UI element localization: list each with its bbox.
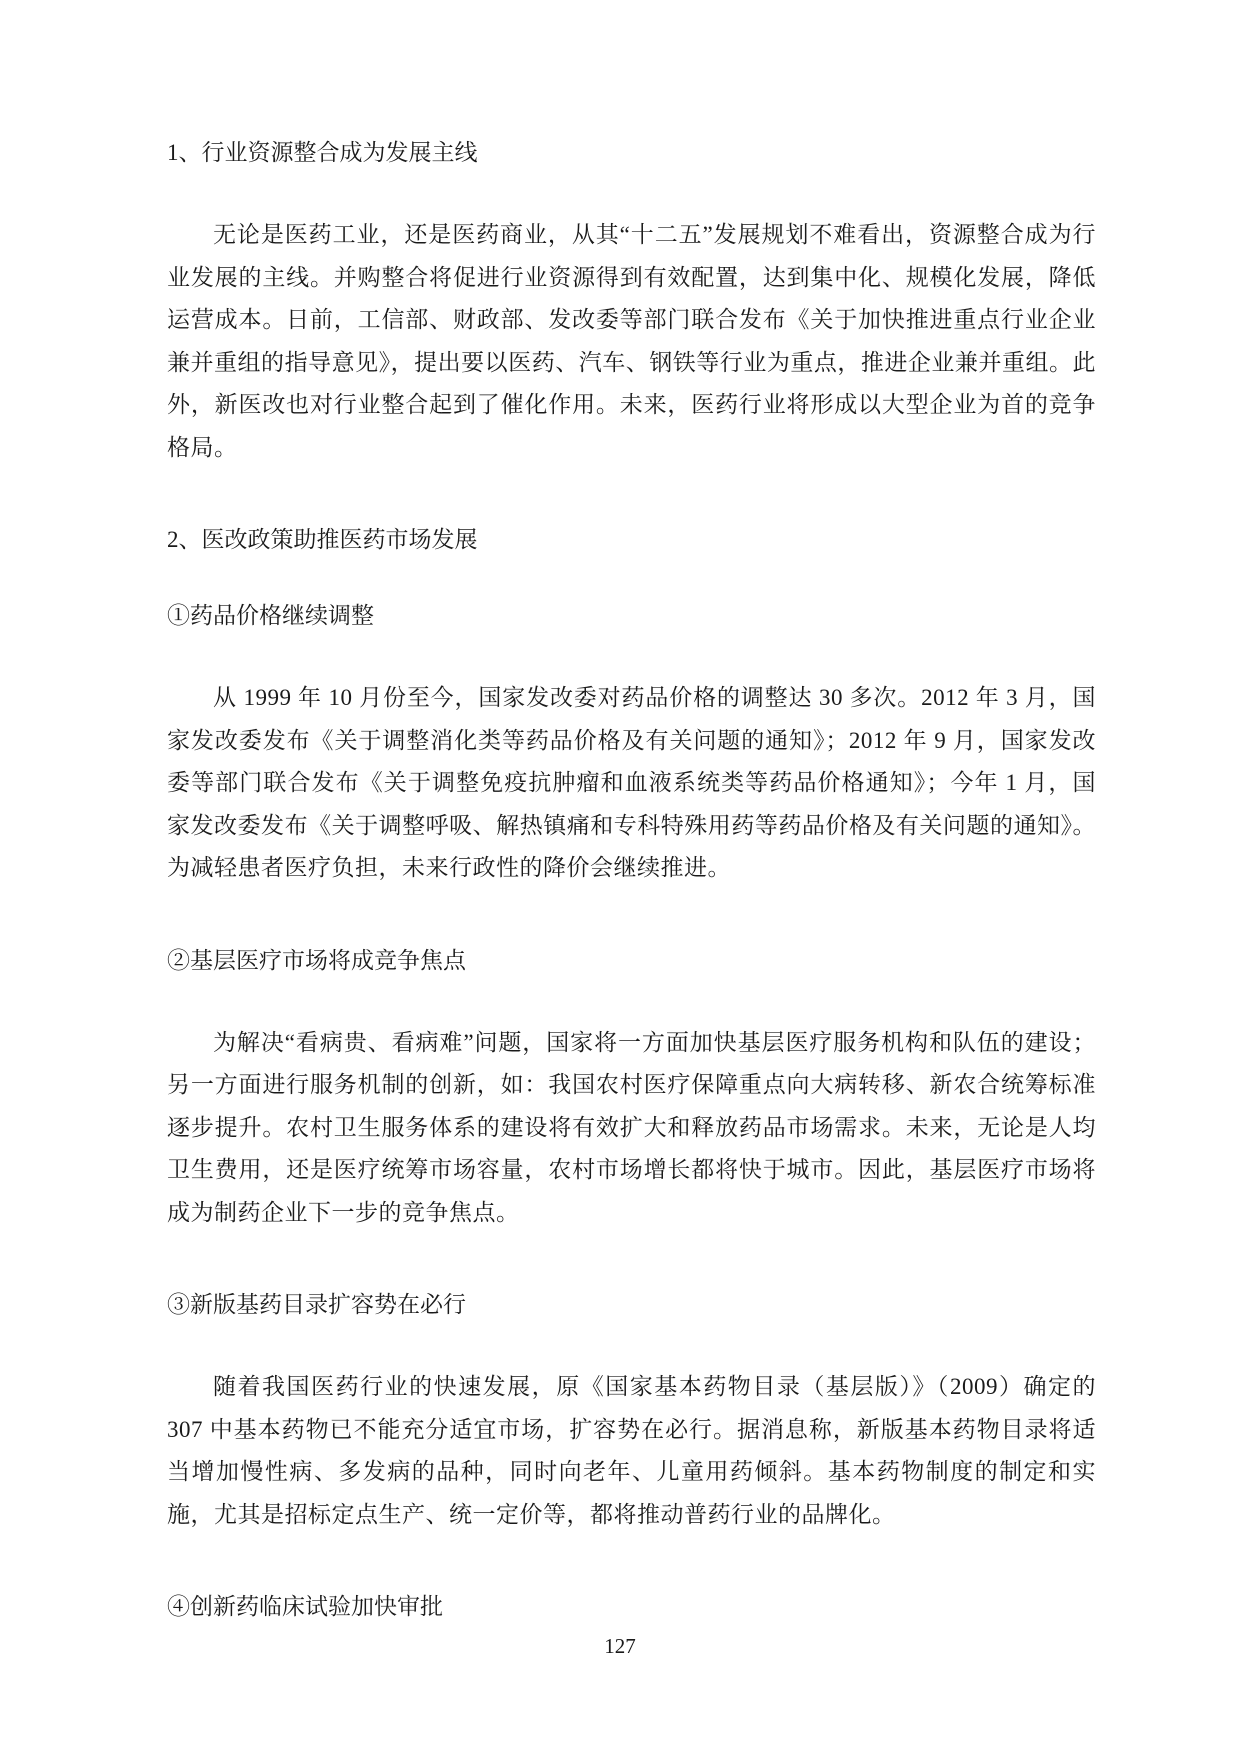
spacer bbox=[167, 890, 1096, 946]
spacer bbox=[167, 976, 1096, 1022]
subheading-essential-drug-list-expansion: ③新版基药目录扩容势在必行 bbox=[167, 1292, 466, 1317]
subheading-grassroots-medical-market: ②基层医疗市场将成竞争焦点 bbox=[167, 947, 466, 973]
subheading-drug-price-adjustment: ①药品价格继续调整 bbox=[167, 603, 374, 628]
subheading-innovative-drug-trial-approval: ④创新药临床试验加快审批 bbox=[167, 1594, 443, 1619]
page-number: 127 bbox=[604, 1634, 636, 1658]
paragraph-drug-price-adjustment: 从 1999 年 10 月份至今，国家发改委对药品价格的调整达 30 多次。2012 年 3 月，国家发改委发布《关于调整消化类等药品价格及有关问题的通知》；2012 年 9 月，国家发改委等部门联合发布《关于调整免疫抗肿瘤和血液系统类等药品价格通知》；今年 1 月，国家发改委发布《关于调整呼吸、解热镇痛和专科特殊用药等药品价格及有关问题的通知》。为减轻患者医疗负担，未来行政性的降价会继续推进。 bbox=[167, 685, 1097, 880]
spacer bbox=[167, 1320, 1096, 1366]
spacer bbox=[167, 1234, 1096, 1290]
paragraph-essential-drug-list-expansion: 随着我国医药行业的快速发展，原《国家基本药物目录（基层版）》（2009）确定的 307 中基本药物已不能充分适宜市场，扩容势在必行。据消息称，新版基本药物目录将适当增加慢性病、多发病的品种，同时向老年、儿童用药倾斜。基本药物制度的制定和实施，尤其是招标定点生产、统一定价等，都将推动普药行业的品牌化。 bbox=[167, 1374, 1096, 1527]
paragraph-grassroots-medical-market: 为解决“看病贵、看病难”问题，国家将一方面加快基层医疗服务机构和队伍的建设；另一方面进行服务机制的创新，如：我国农村医疗保障重点向大病转移、新农合统筹标准逐步提升。农村卫生服务体系的建设将有效扩大和释放药品市场需求。未来，无论是人均卫生费用，还是医疗统筹市场容量，农村市场增长都将快于城市。因此，基层医疗市场将成为制药企业下一步的竞争焦点。 bbox=[167, 1029, 1096, 1225]
spacer bbox=[167, 1536, 1096, 1592]
spacer bbox=[167, 168, 1096, 214]
spacer bbox=[167, 469, 1096, 525]
section-heading-2: 2、医改政策助推医药市场发展 bbox=[167, 527, 478, 552]
paragraph-industry-integration: 无论是医药工业，还是医药商业，从其“十二五”发展规划不难看出，资源整合成为行业发展的主线。并购整合将促进行业资源得到有效配置，达到集中化、规模化发展，降低运营成本。日前，工信部、财政部、发改委等部门联合发布《关于加快推进重点行业企业兼并重组的指导意见》，提出要以医药、汽车、钢铁等行业为重点，推进企业兼并重组。此外，新医改也对行业整合起到了催化作用。未来，医药行业将形成以大型企业为首的竞争格局。 bbox=[167, 222, 1096, 460]
section-heading-1: 1、行业资源整合成为发展主线 bbox=[167, 140, 478, 165]
page-content bbox=[167, 138, 1096, 1622]
spacer bbox=[167, 555, 1096, 601]
spacer bbox=[167, 631, 1096, 677]
